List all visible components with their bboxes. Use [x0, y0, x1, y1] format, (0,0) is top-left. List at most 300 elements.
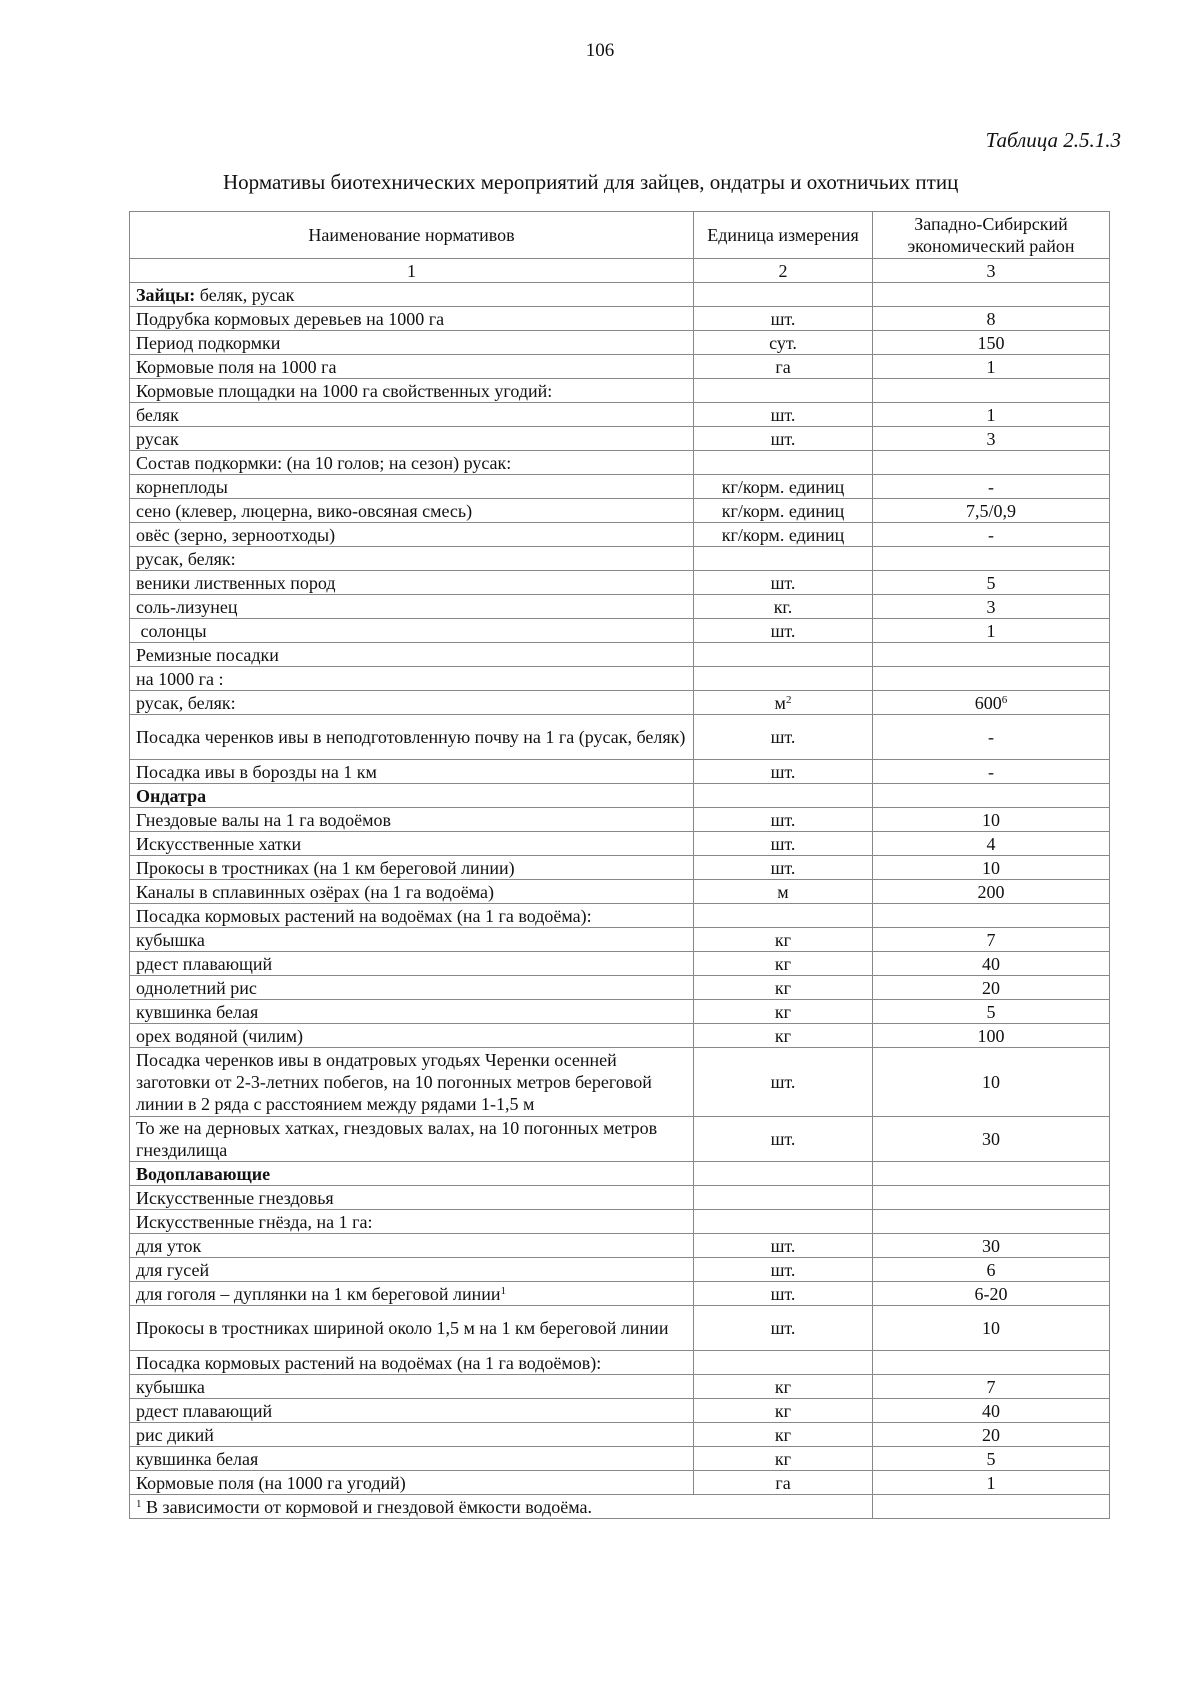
table-row	[130, 1024, 1110, 1048]
row-name: Искусственные хатки	[136, 833, 302, 854]
row-unit-cell	[694, 595, 873, 619]
row-unit-cell	[694, 952, 873, 976]
table-row	[130, 832, 1110, 856]
table-row	[130, 808, 1110, 832]
row-unit-cell	[694, 619, 873, 643]
row-value-cell	[873, 1048, 1110, 1117]
row-name-cell	[130, 499, 694, 523]
row-unit-cell	[694, 499, 873, 523]
row-unit: га	[775, 1472, 791, 1493]
row-name: соль-лизунец	[136, 596, 238, 617]
footnote-text: В зависимости от кормовой и гнездовой ёмкости водоёма.	[141, 1496, 592, 1517]
row-value: 30	[982, 1235, 1000, 1256]
row-name-cell	[130, 1447, 694, 1471]
row-value: -	[988, 524, 994, 545]
row-unit-cell	[694, 808, 873, 832]
row-name: беляк	[136, 404, 179, 425]
row-value-cell	[873, 1423, 1110, 1447]
row-unit: кг	[774, 1001, 792, 1022]
value-superscript: 6	[1001, 693, 1008, 706]
row-name: Прокосы в тростниках шириной около 1,5 м на 1 км береговой линии	[136, 1318, 669, 1338]
row-unit: шт.	[770, 1259, 796, 1280]
row-value-cell	[873, 808, 1110, 832]
row-unit-cell	[694, 1024, 873, 1048]
row-unit: кг	[774, 1424, 792, 1445]
table-row	[130, 283, 1110, 307]
row-name: Кормовые поля на 1000 га	[136, 356, 337, 377]
row-name-cell	[130, 784, 694, 808]
row-value-cell	[873, 1000, 1110, 1024]
row-unit: шт.	[770, 620, 796, 641]
norms-table-body	[130, 212, 1110, 1519]
row-unit-cell	[694, 784, 873, 808]
row-unit-cell	[694, 1351, 873, 1375]
row-name-cell	[130, 952, 694, 976]
header-row	[130, 212, 1110, 259]
table-row	[130, 475, 1110, 499]
row-name-cell	[130, 523, 694, 547]
row-name: Период подкормки	[136, 332, 281, 353]
row-value: 6-20	[974, 1283, 1008, 1304]
row-value: 5	[986, 572, 996, 593]
table-row	[130, 880, 1110, 904]
row-name-cell	[130, 1210, 694, 1234]
row-unit-cell	[694, 856, 873, 880]
row-name-cell	[130, 619, 694, 643]
row-value: 3	[986, 596, 996, 617]
row-unit: кг/корм. единиц	[721, 476, 845, 497]
row-unit: шт.	[770, 1129, 796, 1149]
row-name-cell	[130, 547, 694, 571]
row-name: Посадка черенков ивы в неподготовленную почву на 1 га (русак, беляк)	[136, 727, 686, 747]
row-value: 100	[977, 1025, 1005, 1046]
row-name-cell	[130, 715, 694, 760]
table-row	[130, 595, 1110, 619]
table-row	[130, 451, 1110, 475]
row-name-cell	[130, 283, 694, 307]
row-value-cell	[873, 403, 1110, 427]
row-value: 200	[977, 881, 1005, 902]
row-name-cell	[130, 571, 694, 595]
row-name-cell	[130, 691, 694, 715]
table-row	[130, 904, 1110, 928]
row-name-cell	[130, 1471, 694, 1495]
row-unit-cell	[694, 1000, 873, 1024]
row-unit-cell	[694, 427, 873, 451]
row-value: 40	[982, 1400, 1000, 1421]
row-name-cell	[130, 1234, 694, 1258]
row-unit: кг	[774, 929, 792, 950]
row-name-cell	[130, 904, 694, 928]
row-name-cell	[130, 379, 694, 403]
header-name: Наименование нормативов	[130, 212, 694, 259]
table-row	[130, 643, 1110, 667]
row-value-cell	[873, 571, 1110, 595]
row-name: Искусственные гнездовья	[136, 1187, 334, 1208]
row-value-cell	[873, 667, 1110, 691]
row-name: рдест плавающий	[136, 1400, 273, 1421]
row-unit-cell	[694, 451, 873, 475]
row-unit: шт.	[770, 857, 796, 878]
row-unit-cell	[694, 1306, 873, 1351]
row-name: Каналы в сплавинных озёрах (на 1 га водоёма)	[136, 881, 495, 902]
row-value: 10	[982, 1318, 1000, 1338]
row-unit-cell	[694, 904, 873, 928]
row-unit-cell	[694, 1471, 873, 1495]
table-row	[130, 355, 1110, 379]
row-unit-cell	[694, 355, 873, 379]
row-value-cell	[873, 619, 1110, 643]
row-unit-cell	[694, 880, 873, 904]
row-value-cell	[873, 355, 1110, 379]
row-value: 5	[986, 1001, 996, 1022]
row-value-cell	[873, 715, 1110, 760]
row-value-cell	[873, 928, 1110, 952]
row-value: 6	[986, 1259, 996, 1280]
row-name-cell	[130, 1282, 694, 1306]
row-name: для гоголя – дуплянки на 1 км береговой линии	[136, 1283, 501, 1304]
row-name-cell	[130, 928, 694, 952]
header-region: Западно-Сибирский экономический район	[873, 212, 1110, 259]
row-name-cell	[130, 1351, 694, 1375]
row-unit-cell	[694, 1117, 873, 1162]
row-unit: шт.	[770, 428, 796, 449]
row-unit: шт.	[770, 761, 796, 782]
row-unit-cell	[694, 1282, 873, 1306]
row-value-cell	[873, 1375, 1110, 1399]
row-value-cell	[873, 832, 1110, 856]
row-name-cell	[130, 1117, 694, 1162]
row-value-cell	[873, 307, 1110, 331]
row-name: овёс (зерно, зерноотходы)	[136, 524, 336, 545]
row-name-cell	[130, 355, 694, 379]
row-unit-cell	[694, 571, 873, 595]
row-unit: шт.	[770, 809, 796, 830]
row-name-cell	[130, 643, 694, 667]
row-unit: шт.	[770, 1283, 796, 1304]
row-value-cell	[873, 760, 1110, 784]
table-row	[130, 499, 1110, 523]
row-value-cell	[873, 1282, 1110, 1306]
row-unit-cell	[694, 976, 873, 1000]
row-value: 600	[974, 692, 1002, 713]
table-row	[130, 691, 1110, 715]
row-unit: кг	[774, 1025, 792, 1046]
column-number-row	[130, 259, 1110, 283]
row-name: Состав подкормки: (на 10 голов; на сезон) русак:	[136, 452, 512, 473]
row-value-cell	[873, 1234, 1110, 1258]
table-row	[130, 952, 1110, 976]
row-value-cell	[873, 856, 1110, 880]
row-name-cell	[130, 307, 694, 331]
table-row	[130, 307, 1110, 331]
row-name: Подрубка кормовых деревьев на 1000 га	[136, 308, 445, 329]
row-value-cell	[873, 523, 1110, 547]
row-unit-cell	[694, 1447, 873, 1471]
row-unit: м	[777, 881, 789, 902]
row-value: -	[988, 727, 994, 747]
page-number: 106	[585, 40, 615, 61]
row-name: Ондатра	[136, 785, 207, 806]
row-unit: шт.	[770, 727, 796, 747]
row-unit-cell	[694, 403, 873, 427]
row-value: 5	[986, 1448, 996, 1469]
row-value: 10	[982, 1072, 1000, 1092]
row-name-cell	[130, 1258, 694, 1282]
row-name-cell	[130, 976, 694, 1000]
column-number-3: 3	[873, 259, 1110, 283]
table-row	[130, 619, 1110, 643]
table-row	[130, 547, 1110, 571]
table-row	[130, 667, 1110, 691]
footnote-ref: 1	[500, 1284, 506, 1297]
row-name: Ремизные посадки	[136, 644, 279, 665]
row-name: Зайцы:	[136, 284, 196, 305]
row-value: 1	[986, 356, 996, 377]
row-value-cell	[873, 379, 1110, 403]
row-unit-cell	[694, 760, 873, 784]
row-unit: кг/корм. единиц	[721, 524, 845, 545]
row-value-cell	[873, 499, 1110, 523]
row-name-cell	[130, 880, 694, 904]
table-row	[130, 523, 1110, 547]
row-unit-cell	[694, 1162, 873, 1186]
row-unit: шт.	[770, 308, 796, 329]
row-name-cell	[130, 1306, 694, 1351]
table-row	[130, 427, 1110, 451]
row-unit: шт.	[770, 1235, 796, 1256]
row-name: рис дикий	[136, 1424, 214, 1445]
row-name: Посадка кормовых растений на водоёмах (на 1 га водоёмов):	[136, 1352, 602, 1373]
unit-superscript: 2	[785, 693, 792, 706]
row-name: кувшинка белая	[136, 1448, 259, 1469]
row-unit-cell	[694, 379, 873, 403]
row-unit-cell	[694, 691, 873, 715]
row-value-cell	[873, 952, 1110, 976]
row-name: орех водяной (чилим)	[136, 1025, 303, 1046]
row-unit: кг/корм. единиц	[721, 500, 845, 521]
row-unit: м	[774, 692, 786, 713]
row-value-cell	[873, 1399, 1110, 1423]
row-value: 10	[982, 809, 1000, 830]
row-name: кувшинка белая	[136, 1001, 259, 1022]
row-name-cell	[130, 667, 694, 691]
row-unit: кг	[774, 1400, 792, 1421]
row-name: Гнездовые валы на 1 га водоёмов	[136, 809, 391, 830]
row-name: кубышка	[136, 929, 205, 950]
row-unit-cell	[694, 667, 873, 691]
row-value: 1	[986, 620, 996, 641]
row-unit-cell	[694, 547, 873, 571]
table-row	[130, 1258, 1110, 1282]
row-name-cell	[130, 595, 694, 619]
row-value-cell	[873, 475, 1110, 499]
row-unit: шт.	[770, 572, 796, 593]
row-value-cell	[873, 784, 1110, 808]
row-unit-cell	[694, 1234, 873, 1258]
row-value-cell	[873, 691, 1110, 715]
norms-table	[129, 211, 1110, 1519]
table-row	[130, 1423, 1110, 1447]
row-name-cell	[130, 808, 694, 832]
table-row	[130, 571, 1110, 595]
row-value-cell	[873, 1258, 1110, 1282]
row-name-cell	[130, 475, 694, 499]
row-unit: кг	[774, 977, 792, 998]
row-name: на 1000 га :	[136, 668, 224, 689]
row-value-cell	[873, 451, 1110, 475]
row-name-cell	[130, 1186, 694, 1210]
column-number-2: 2	[694, 259, 873, 283]
table-row	[130, 1471, 1110, 1495]
row-name-cell	[130, 1399, 694, 1423]
table-row	[130, 1234, 1110, 1258]
row-unit-cell	[694, 928, 873, 952]
row-unit-cell	[694, 1186, 873, 1210]
table-row	[130, 331, 1110, 355]
row-name: веники лиственных пород	[136, 572, 336, 593]
table-row	[130, 379, 1110, 403]
row-value: 1	[986, 404, 996, 425]
row-value-cell	[873, 1024, 1110, 1048]
footnote-marker: 1	[136, 1497, 142, 1510]
row-name: Кормовые площадки на 1000 га свойственных угодий:	[136, 380, 553, 401]
row-name-cell	[130, 1375, 694, 1399]
row-name-cell	[130, 760, 694, 784]
row-value: 20	[982, 977, 1000, 998]
table-row	[130, 1306, 1110, 1351]
row-name: русак, беляк:	[136, 548, 236, 569]
row-value: 4	[986, 833, 996, 854]
row-name: Кормовые поля (на 1000 га угодий)	[136, 1472, 406, 1493]
row-name: сено (клевер, люцерна, вико-овсяная смесь)	[136, 500, 473, 521]
row-value: 30	[982, 1129, 1000, 1149]
table-row	[130, 928, 1110, 952]
row-name: кубышка	[136, 1376, 205, 1397]
table-row	[130, 1000, 1110, 1024]
row-unit-cell	[694, 1210, 873, 1234]
row-value-cell	[873, 880, 1110, 904]
row-name: Водоплавающие	[136, 1163, 271, 1184]
row-value: 3	[986, 428, 996, 449]
row-value-cell	[873, 595, 1110, 619]
row-unit: шт.	[770, 404, 796, 425]
row-unit-cell	[694, 1258, 873, 1282]
row-name: Посадка черенков ивы в ондатровых угодьях Черенки осенней заготовки от 2-3-летних побегов, на 10 погонных метров береговой линии в 2 ряда с расстоянием между рядами 1-1,5 м	[136, 1050, 657, 1114]
table-row	[130, 1399, 1110, 1423]
row-name: То же на дерновых хатках, гнездовых валах, на 10 погонных метров гнездилища	[136, 1118, 662, 1160]
table-row	[130, 403, 1110, 427]
row-unit-cell	[694, 307, 873, 331]
row-unit: сут.	[769, 332, 797, 353]
row-unit-cell	[694, 1375, 873, 1399]
row-unit: кг	[774, 1448, 792, 1469]
column-number-1: 1	[130, 259, 694, 283]
table-row	[130, 1048, 1110, 1117]
row-value-cell	[873, 1210, 1110, 1234]
table-row	[130, 715, 1110, 760]
row-unit-cell	[694, 1048, 873, 1117]
row-name: солонцы	[136, 620, 207, 641]
table-number: Таблица 2.5.1.3	[985, 128, 1121, 152]
row-unit: га	[775, 356, 791, 377]
row-name: для уток	[136, 1235, 202, 1256]
row-name-cell	[130, 1048, 694, 1117]
row-unit-cell	[694, 475, 873, 499]
row-name: однолетний рис	[136, 977, 257, 998]
row-value-cell	[873, 283, 1110, 307]
table-row	[130, 856, 1110, 880]
row-unit-cell	[694, 283, 873, 307]
row-value: 40	[982, 953, 1000, 974]
footnote-row	[130, 1495, 1110, 1519]
row-value-cell	[873, 1186, 1110, 1210]
row-unit-cell	[694, 523, 873, 547]
row-name: Искусственные гнёзда, на 1 га:	[136, 1211, 373, 1232]
row-name: Посадка ивы в борозды на 1 км	[136, 761, 377, 782]
table-row	[130, 784, 1110, 808]
row-unit: кг.	[773, 596, 793, 617]
row-value-cell	[873, 331, 1110, 355]
row-unit: шт.	[770, 1318, 796, 1338]
row-name-cell	[130, 1423, 694, 1447]
row-value: -	[988, 476, 994, 497]
table-row	[130, 760, 1110, 784]
row-name-cell	[130, 832, 694, 856]
footnote-empty-cell	[873, 1495, 1110, 1519]
row-name-cell	[130, 856, 694, 880]
row-value-cell	[873, 1117, 1110, 1162]
table-row	[130, 1351, 1110, 1375]
row-value: 150	[977, 332, 1005, 353]
row-value-cell	[873, 1471, 1110, 1495]
table-row	[130, 1117, 1110, 1162]
row-value: 8	[986, 308, 996, 329]
row-value: 7	[986, 929, 996, 950]
row-unit: кг	[774, 1376, 792, 1397]
row-name: Прокосы в тростниках (на 1 км береговой линии)	[136, 857, 515, 878]
row-value: -	[988, 761, 994, 782]
row-unit-cell	[694, 331, 873, 355]
row-unit: шт.	[770, 1072, 796, 1092]
row-value: 7,5/0,9	[965, 500, 1016, 521]
table-row	[130, 1186, 1110, 1210]
row-value: 20	[982, 1424, 1000, 1445]
row-name-cell	[130, 1000, 694, 1024]
table-row	[130, 976, 1110, 1000]
row-unit: кг	[774, 953, 792, 974]
row-value: 10	[982, 857, 1000, 878]
table-row	[130, 1210, 1110, 1234]
row-value-cell	[873, 1306, 1110, 1351]
table-row	[130, 1282, 1110, 1306]
header-unit: Единица измерения	[694, 212, 873, 259]
row-value-cell	[873, 427, 1110, 451]
row-value-cell	[873, 1351, 1110, 1375]
row-name: корнеплоды	[136, 476, 228, 497]
footnote	[130, 1495, 873, 1519]
row-name: для гусей	[136, 1259, 210, 1280]
row-value-cell	[873, 976, 1110, 1000]
table-row	[130, 1375, 1110, 1399]
row-value-cell	[873, 1447, 1110, 1471]
row-name: русак, беляк:	[136, 692, 236, 713]
row-value: 7	[986, 1376, 996, 1397]
row-name-cell	[130, 403, 694, 427]
row-value-cell	[873, 904, 1110, 928]
row-unit-cell	[694, 832, 873, 856]
row-unit: шт.	[770, 833, 796, 854]
